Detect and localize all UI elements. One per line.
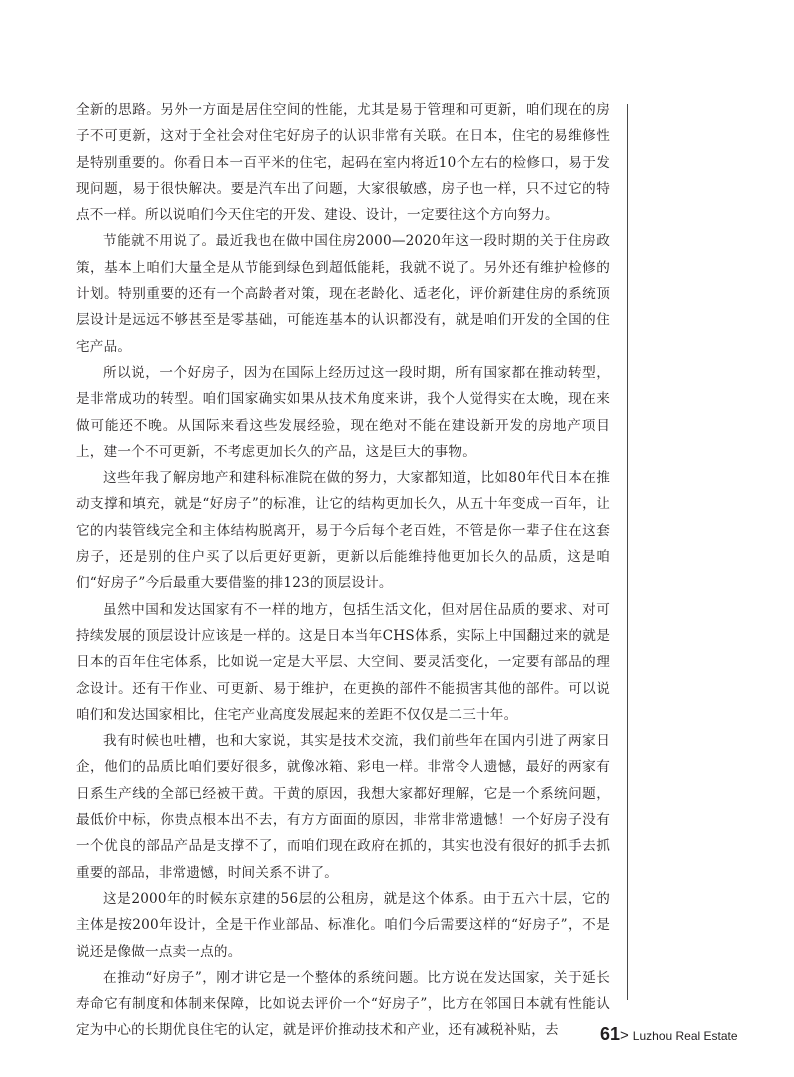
chevron-right-icon: > — [620, 1027, 629, 1044]
paragraph: 虽然中国和发达国家有不一样的地方，包括生活文化，但对居住品质的要求、对可持续发展的顶层设计应该是一样的。这是日本当年CHS体系，实际上中国翻过来的就是日本的百年住宅体系，比如说一定是大平层、大空间、要灵活变化，一定要有部品的理念设计。还有干作业、可更新、易于维护，在更换的部件不能损害其他的部件。可以说咱们和发达国家相比，住宅产业高度发展起来的差距不仅仅是二三十年。 — [76, 601, 610, 723]
article-body — [76, 97, 610, 1044]
paragraph: 这是2000年的时候东京建的56层的公租房，就是这个体系。由于五六十层，它的主体是按200年设计，全是干作业部品、标准化。咱们今后需要这样的“好房子”，不是说还是像做一点卖一点的。 — [76, 890, 610, 960]
paragraph: 全新的思路。另外一方面是居住空间的性能，尤其是易于管理和可更新，咱们现在的房子不可更新，这对于全社会对住宅好房子的认识非常有关联。在日本，住宅的易维修性是特别重要的。你看日本一百平米的住宅，起码在室内将近10个左右的检修口，易于发现问题，易于很快解决。要是汽车出了问题，大家很敏感，房子也一样，只不过它的特点不一样。所以说咱们今天住宅的开发、建设、设计，一定要往这个方向努力。 — [76, 102, 610, 224]
paragraph: 我有时候也吐槽，也和大家说，其实是技术交流，我们前些年在国内引进了两家日企，他们的品质比咱们要好很多，就像冰箱、彩电一样。非常令人遗憾，最好的两家有日系生产线的全部已经被干黄。干黄的原因，我想大家都好理解，它是一个系统问题，最低价中标，你贵点根本出不去，有方方面面的原因，非常非常遗憾！一个好房子没有一个优良的部品产品是支撑不了，而咱们现在政府在抓的，其实也没有很好的抓手去抓重要的部品，非常遗憾，时间关系不讲了。 — [76, 733, 610, 881]
publication-name: Luzhou Real Estate — [632, 1029, 738, 1043]
page-number: 61 — [600, 1024, 621, 1044]
paragraph: 节能就不用说了。最近我也在做中国住房2000—2020年这一段时期的关于住房政策，基本上咱们大量全是从节能到绿色到超低能耗，我就不说了。另外还有维护检修的计划。特别重要的还有一个高龄者对策，现在老龄化、适老化，评价新建住房的系统顶层设计是远远不够甚至是零基础，可能连基本的认识都没有，就是咱们开发的全国的住宅产品。 — [76, 233, 610, 355]
paragraph: 所以说，一个好房子，因为在国际上经历过这一段时期，所有国家都在推动转型，是非常成功的转型。咱们国家确实如果从技术角度来讲，我个人觉得实在太晚，现在来做可能还不晚。从国际来看这些发展经验，现在绝对不能在建设新开发的房地产项目上，建一个不可更新，不考虑更加长久的产品，这是巨大的事物。 — [76, 364, 610, 460]
paragraph: 这些年我了解房地产和建科标准院在做的努力，大家都知道，比如80年代日本在推动支撑和填充，就是“好房子”的标准，让它的结构更加长久，从五十年变成一百年，让它的内装管线完全和主体结构脱离开，易于今后每个老百姓，不管是你一辈子住在这套房子，还是别的住户买了以后更好更新，更新以后能维持他更加长久的品质，这是咱们“好房子”今后最重大要借鉴的排123的顶层设计。 — [76, 470, 610, 592]
paragraph: 在推动“好房子”，刚才讲它是一个整体的系统问题。比方说在发达国家，关于延长寿命它有制度和体制来保障，比如说去评价一个“好房子”，比方在邻国日本就有性能认定为中心的长期优良住宅的认定，就是评价推动技术和产业，还有减税补贴，去 — [76, 969, 610, 1039]
page-footer — [600, 1024, 738, 1045]
vertical-divider — [627, 104, 628, 1000]
